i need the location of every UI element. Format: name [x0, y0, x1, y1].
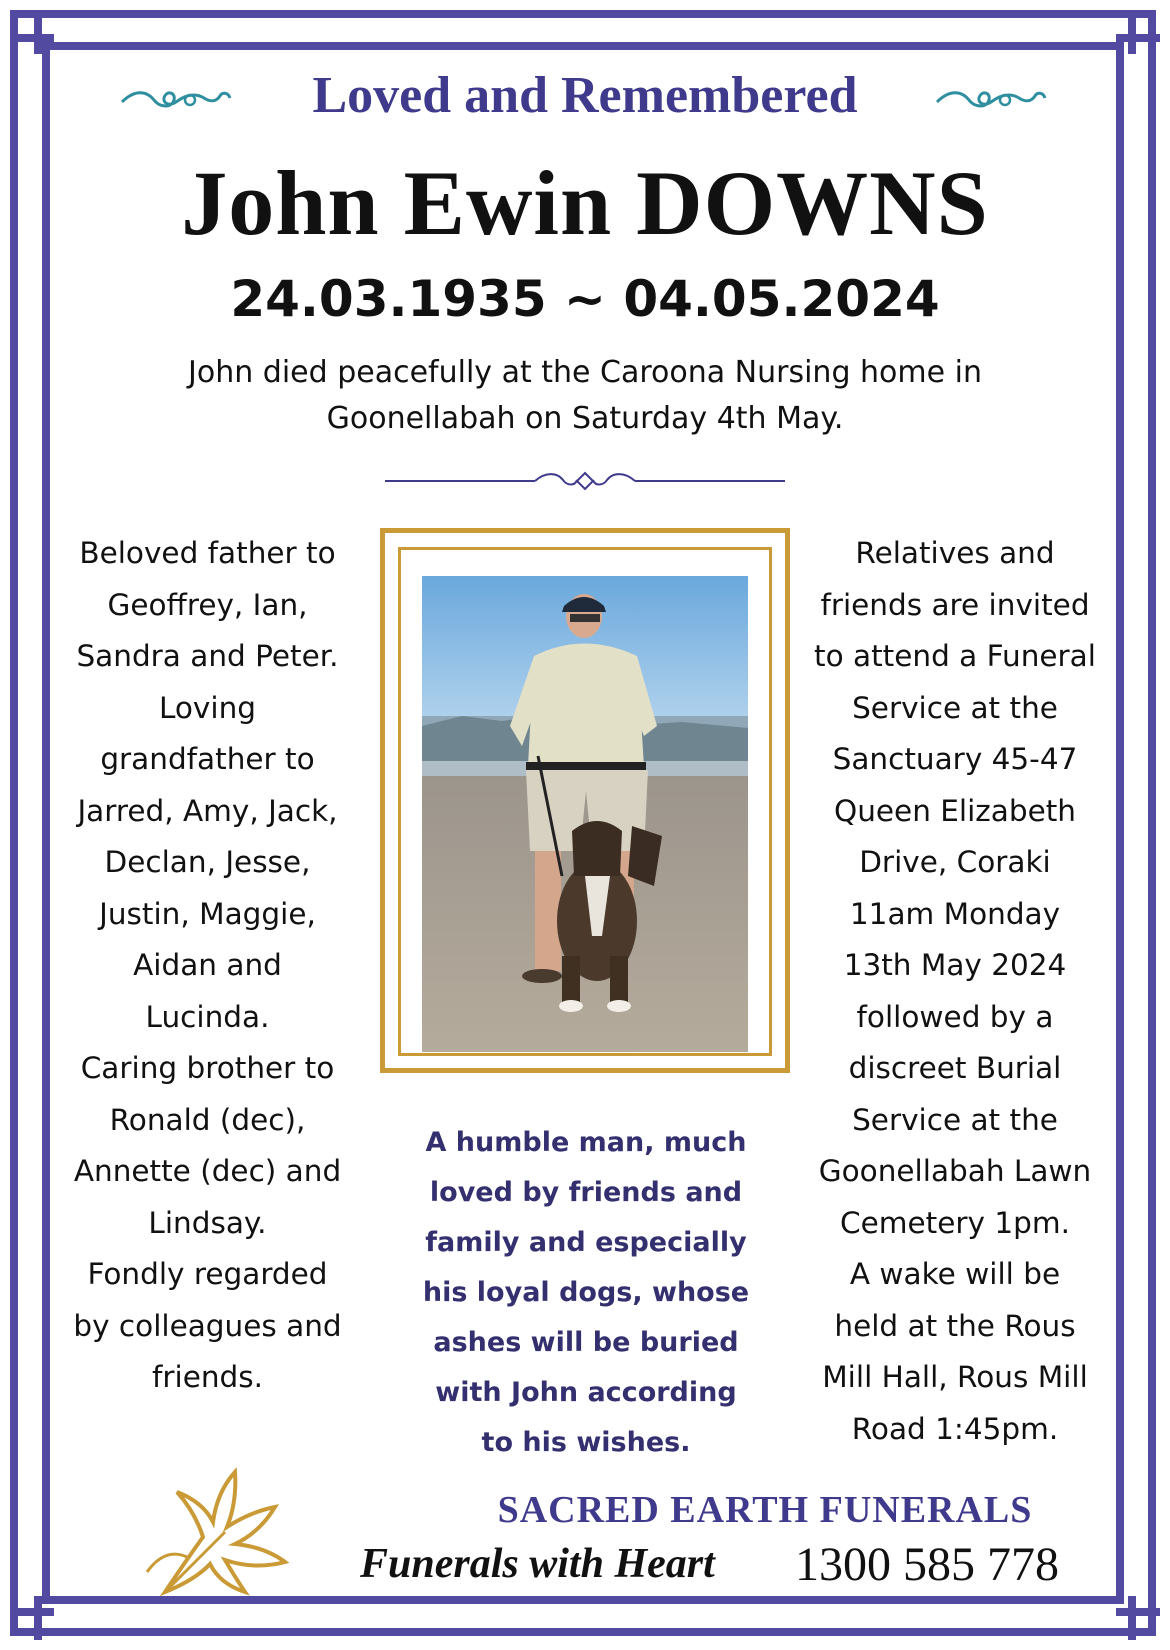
life-dates: 24.03.1935 ~ 04.05.2024 [230, 270, 940, 328]
heading: Loved and Remembered [312, 67, 858, 124]
text-line: Road 1:45pm. [851, 1411, 1059, 1446]
portrait-photo [422, 576, 748, 1052]
text-line: Relatives and [855, 536, 1055, 570]
text-line: Cemetery 1pm. [840, 1205, 1070, 1240]
tagline: Funerals with Heart [360, 1541, 715, 1587]
family-column [55, 528, 360, 1404]
leaf-logo-icon [125, 1452, 305, 1607]
quote-line: with John according [435, 1377, 737, 1408]
text-line: grandfather to [100, 742, 315, 776]
text-line: Mill Hall, Rous Mill [822, 1360, 1088, 1394]
quote-line: ashes will be buried [433, 1327, 739, 1358]
text-line: Geoffrey, Ian, [107, 587, 308, 622]
text-line: Drive, Coraki [859, 845, 1051, 879]
text-line: to attend a Funeral [814, 639, 1096, 673]
intro-text [100, 350, 1070, 442]
text-line: Fondly regarded [87, 1257, 328, 1291]
quote-line: to his wishes. [481, 1427, 691, 1458]
service-details-column [790, 528, 1120, 1455]
text-line: Queen Elizabeth [833, 793, 1077, 828]
text-line: Service at the [852, 1102, 1058, 1137]
divider-flourish-icon [385, 468, 785, 499]
text-line: followed by a [856, 999, 1054, 1034]
text-line: Justin, Maggie, [99, 896, 316, 931]
text-line: by colleagues and [73, 1308, 342, 1343]
text-line: Service at the [852, 690, 1058, 725]
corner-bar [10, 1608, 54, 1616]
tribute-quote [392, 1118, 780, 1468]
quote-line: family and especially [425, 1227, 747, 1258]
corner-bar [1128, 1596, 1136, 1640]
text-line: Loving [158, 690, 257, 725]
intro-line: Goonellabah on Saturday 4th May. [326, 401, 844, 436]
text-line: Caring brother to [80, 1051, 335, 1085]
text-line: Sandra and Peter. [76, 639, 339, 673]
quote-line: loved by friends and [429, 1177, 743, 1208]
text-line: discreet Burial [848, 1051, 1062, 1085]
phone-number: 1300 585 778 [795, 1538, 1059, 1591]
text-line: 13th May 2024 [843, 948, 1067, 982]
corner-bar [34, 10, 42, 54]
text-line: Goonellabah Lawn [818, 1154, 1092, 1188]
quote-line: A humble man, much [425, 1127, 747, 1158]
deceased-name: John Ewin DOWNS [181, 152, 989, 254]
text-line: Sanctuary 45-47 [832, 742, 1078, 776]
text-line: Lucinda. [145, 999, 270, 1034]
intro-line: John died peacefully at the Caroona Nursing home in [188, 355, 982, 390]
text-line: A wake will be [849, 1257, 1061, 1291]
quote-line: his loyal dogs, whose [422, 1277, 750, 1308]
text-line: Aidan and [133, 948, 282, 982]
text-line: held at the Rous [834, 1308, 1076, 1343]
corner-bar [10, 34, 54, 42]
corner-bar [1128, 10, 1136, 54]
text-line: Annette (dec) and [73, 1154, 342, 1188]
text-line: Lindsay. [148, 1205, 267, 1240]
text-line: Beloved father to [79, 536, 336, 570]
corner-bar [1116, 1608, 1160, 1616]
text-line: Ronald (dec), [109, 1102, 306, 1137]
text-line: friends are invited [820, 587, 1090, 622]
text-line: friends. [151, 1360, 264, 1394]
text-line: Declan, Jesse, [104, 845, 311, 879]
corner-bar [1116, 34, 1160, 42]
text-line: Jarred, Amy, Jack, [77, 793, 338, 828]
text-line: 11am Monday [849, 896, 1061, 931]
funeral-home-name: SACRED EARTH FUNERALS [497, 1489, 1033, 1531]
corner-bar [34, 1596, 42, 1640]
